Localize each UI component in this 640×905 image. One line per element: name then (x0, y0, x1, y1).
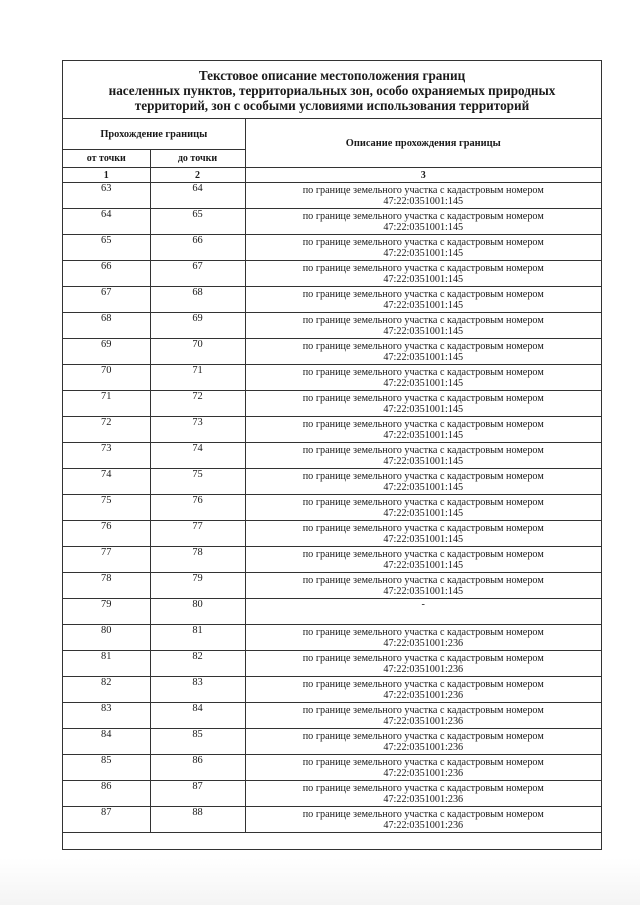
from-point-cell: 73 (63, 443, 150, 469)
description-cell (245, 313, 601, 339)
table-row (63, 313, 601, 339)
from-point-cell: 81 (63, 651, 150, 677)
table-row (63, 703, 601, 729)
boundary-table (63, 119, 601, 849)
description-line-2: 47:22:0351001:145 (383, 507, 464, 519)
description-line-1: по границе земельного участка с кадастровым номером (302, 808, 544, 820)
from-point-cell: 70 (63, 365, 150, 391)
description-line-1: по границе земельного участка с кадастровым номером (302, 782, 544, 794)
description-cell (245, 755, 601, 781)
header-description: Описание прохождения границы (245, 119, 601, 168)
to-point-cell: 84 (150, 703, 245, 729)
to-point-cell: 71 (150, 365, 245, 391)
from-point-cell: 79 (63, 599, 150, 625)
description-cell (245, 443, 601, 469)
description-cell (245, 573, 601, 599)
column-number-3: 3 (245, 168, 601, 183)
to-point-cell: 83 (150, 677, 245, 703)
table-row (63, 391, 601, 417)
empty-row (63, 833, 601, 850)
from-point-cell: 82 (63, 677, 150, 703)
description-line-1: по границе земельного участка с кадастровым номером (302, 288, 544, 300)
to-point-cell: 81 (150, 625, 245, 651)
table-row (63, 807, 601, 833)
from-point-cell: 83 (63, 703, 150, 729)
description-cell (245, 599, 601, 625)
description-line-2: 47:22:0351001:145 (383, 299, 464, 311)
table-row (63, 651, 601, 677)
table-row (63, 599, 601, 625)
description-line-2: 47:22:0351001:145 (383, 325, 464, 337)
description-cell (245, 183, 601, 209)
description-cell (245, 495, 601, 521)
description-line-1: по границе земельного участка с кадастровым номером (302, 340, 544, 352)
table-row (63, 573, 601, 599)
from-point-cell: 65 (63, 235, 150, 261)
description-line-2: 47:22:0351001:236 (383, 715, 464, 727)
header-passage: Прохождение границы (63, 119, 245, 150)
from-point-cell: 87 (63, 807, 150, 833)
scan-edge (0, 858, 640, 905)
table-row (63, 209, 601, 235)
table-row (63, 261, 601, 287)
description-line-1: по границе земельного участка с кадастровым номером (302, 678, 544, 690)
empty-cell (63, 833, 601, 850)
table-row (63, 521, 601, 547)
from-point-cell: 67 (63, 287, 150, 313)
to-point-cell: 80 (150, 599, 245, 625)
description-line-1: по границе земельного участка с кадастровым номером (302, 496, 544, 508)
table-row (63, 547, 601, 573)
header-from-point: от точки (63, 150, 150, 168)
description-line-2: 47:22:0351001:145 (383, 273, 464, 285)
description-line-2: 47:22:0351001:236 (383, 663, 464, 675)
to-point-cell: 66 (150, 235, 245, 261)
description-line-1: по границе земельного участка с кадастровым номером (302, 548, 544, 560)
document-title (63, 61, 601, 119)
from-point-cell: 78 (63, 573, 150, 599)
description-line-1: по границе земельного участка с кадастровым номером (302, 730, 544, 742)
description-cell (245, 677, 601, 703)
to-point-cell: 69 (150, 313, 245, 339)
from-point-cell: 63 (63, 183, 150, 209)
to-point-cell: 79 (150, 573, 245, 599)
to-point-cell: 74 (150, 443, 245, 469)
description-line-2: 47:22:0351001:236 (383, 689, 464, 701)
description-line-1: по границе земельного участка с кадастровым номером (302, 704, 544, 716)
title-line-3: территорий, зон с особыми условиями использования территорий (134, 98, 530, 113)
table-row (63, 287, 601, 313)
description-cell (245, 625, 601, 651)
description-line-2: 47:22:0351001:145 (383, 221, 464, 233)
to-point-cell: 70 (150, 339, 245, 365)
from-point-cell: 66 (63, 261, 150, 287)
from-point-cell: 76 (63, 521, 150, 547)
description-line-1: по границе земельного участка с кадастровым номером (302, 652, 544, 664)
description-cell (245, 469, 601, 495)
description-line-2: 47:22:0351001:145 (383, 351, 464, 363)
description-line-2: 47:22:0351001:145 (383, 195, 464, 207)
description-line-1: по границе земельного участка с кадастровым номером (302, 418, 544, 430)
description-line-2: 47:22:0351001:236 (383, 819, 464, 831)
description-line-2: 47:22:0351001:236 (383, 741, 464, 753)
description-line-2: 47:22:0351001:145 (383, 247, 464, 259)
table-row (63, 781, 601, 807)
from-point-cell: 77 (63, 547, 150, 573)
title-line-2: населенных пунктов, территориальных зон, особо охраняемых природных (108, 83, 556, 98)
description-cell (245, 287, 601, 313)
to-point-cell: 75 (150, 469, 245, 495)
description-line-1: по границе земельного участка с кадастровым номером (302, 236, 544, 248)
description-line-1: по границе земельного участка с кадастровым номером (302, 522, 544, 534)
description-line-1: по границе земельного участка с кадастровым номером (302, 366, 544, 378)
table-body (63, 183, 601, 850)
description-cell (245, 651, 601, 677)
description-line-2: 47:22:0351001:145 (383, 403, 464, 415)
table-row (63, 625, 601, 651)
description-line-1: по границе земельного участка с кадастровым номером (302, 444, 544, 456)
table-row (63, 235, 601, 261)
description-line-1: - (421, 599, 425, 610)
from-point-cell: 86 (63, 781, 150, 807)
column-number-2: 2 (150, 168, 245, 183)
to-point-cell: 87 (150, 781, 245, 807)
title-line-1: Текстовое описание местоположения границ (198, 68, 466, 83)
to-point-cell: 68 (150, 287, 245, 313)
table-row (63, 677, 601, 703)
document-frame (62, 60, 602, 850)
to-point-cell: 67 (150, 261, 245, 287)
to-point-cell: 64 (150, 183, 245, 209)
description-cell (245, 547, 601, 573)
from-point-cell: 68 (63, 313, 150, 339)
description-line-2: 47:22:0351001:236 (383, 637, 464, 649)
description-line-1: по границе земельного участка с кадастровым номером (302, 314, 544, 326)
to-point-cell: 77 (150, 521, 245, 547)
table-row (63, 365, 601, 391)
description-line-2: 47:22:0351001:145 (383, 585, 464, 597)
description-line-1: по границе земельного участка с кадастровым номером (302, 574, 544, 586)
description-cell (245, 703, 601, 729)
to-point-cell: 72 (150, 391, 245, 417)
header-to-point: до точки (150, 150, 245, 168)
to-point-cell: 76 (150, 495, 245, 521)
description-cell (245, 339, 601, 365)
column-number-1: 1 (63, 168, 150, 183)
table-row (63, 417, 601, 443)
to-point-cell: 65 (150, 209, 245, 235)
description-cell (245, 209, 601, 235)
from-point-cell: 74 (63, 469, 150, 495)
table-row (63, 183, 601, 209)
description-line-1: по границе земельного участка с кадастровым номером (302, 626, 544, 638)
description-cell (245, 729, 601, 755)
description-line-1: по границе земельного участка с кадастровым номером (302, 210, 544, 222)
description-cell (245, 365, 601, 391)
from-point-cell: 85 (63, 755, 150, 781)
from-point-cell: 64 (63, 209, 150, 235)
table-row (63, 339, 601, 365)
from-point-cell: 69 (63, 339, 150, 365)
to-point-cell: 73 (150, 417, 245, 443)
table-row (63, 469, 601, 495)
description-cell (245, 235, 601, 261)
description-line-1: по границе земельного участка с кадастровым номером (302, 262, 544, 274)
to-point-cell: 82 (150, 651, 245, 677)
description-line-2: 47:22:0351001:145 (383, 377, 464, 389)
from-point-cell: 80 (63, 625, 150, 651)
description-line-1: по границе земельного участка с кадастровым номером (302, 756, 544, 768)
to-point-cell: 88 (150, 807, 245, 833)
to-point-cell: 85 (150, 729, 245, 755)
table-row (63, 729, 601, 755)
description-cell (245, 521, 601, 547)
description-cell (245, 417, 601, 443)
description-cell (245, 781, 601, 807)
description-line-2: 47:22:0351001:145 (383, 455, 464, 467)
description-line-1: по границе земельного участка с кадастровым номером (302, 392, 544, 404)
from-point-cell: 72 (63, 417, 150, 443)
from-point-cell: 71 (63, 391, 150, 417)
description-line-2: 47:22:0351001:236 (383, 793, 464, 805)
description-line-2: 47:22:0351001:145 (383, 429, 464, 441)
description-cell (245, 261, 601, 287)
description-line-2: 47:22:0351001:145 (383, 481, 464, 493)
from-point-cell: 84 (63, 729, 150, 755)
description-line-1: по границе земельного участка с кадастровым номером (302, 184, 544, 196)
table-row (63, 443, 601, 469)
description-line-2: 47:22:0351001:145 (383, 533, 464, 545)
to-point-cell: 78 (150, 547, 245, 573)
table-row (63, 755, 601, 781)
description-cell (245, 391, 601, 417)
to-point-cell: 86 (150, 755, 245, 781)
description-line-2: 47:22:0351001:236 (383, 767, 464, 779)
table-row (63, 495, 601, 521)
from-point-cell: 75 (63, 495, 150, 521)
description-cell (245, 807, 601, 833)
description-line-2: 47:22:0351001:145 (383, 559, 464, 571)
description-line-1: по границе земельного участка с кадастровым номером (302, 470, 544, 482)
